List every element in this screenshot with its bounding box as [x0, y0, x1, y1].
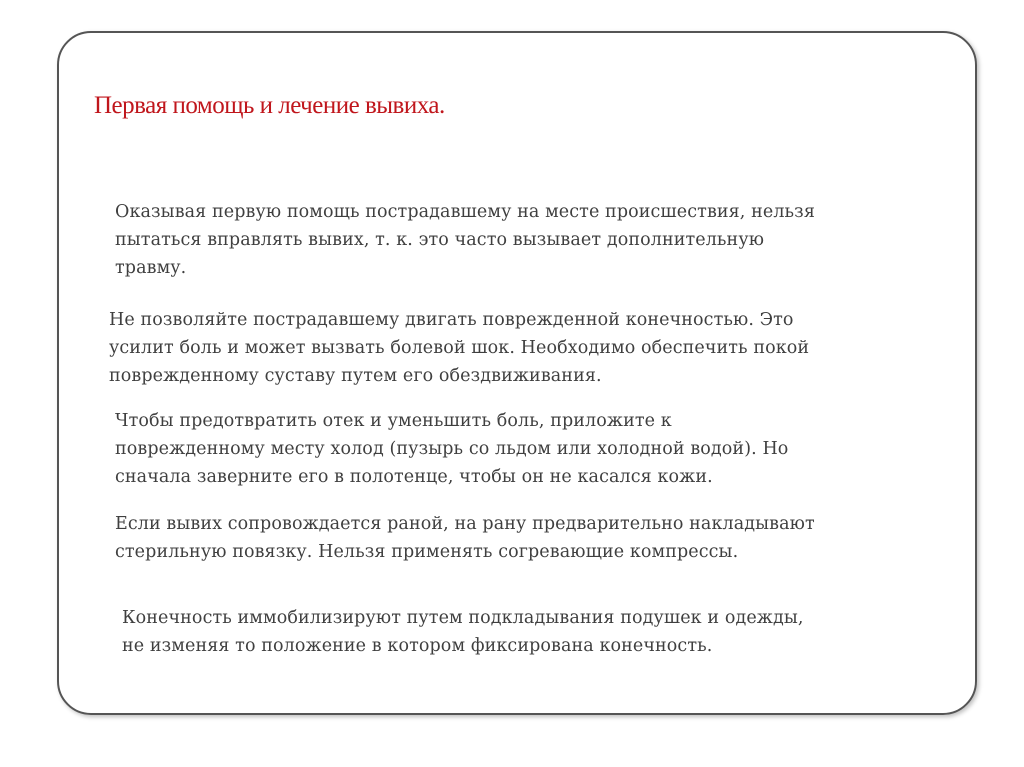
text-line: Чтобы предотвратить отек и уменьшить боль, приложите к [115, 411, 672, 431]
text-line: поврежденному суставу путем его обездвиживания. [109, 366, 602, 386]
text-line: травму. [115, 258, 187, 278]
slide-title: Первая помощь и лечение вывиха. [94, 92, 445, 119]
paragraph-4 [115, 510, 815, 566]
text-line: Если вывих сопровождается раной, на рану предварительно накладывают [115, 514, 815, 534]
text-line: усилит боль и может вызвать болевой шок. Необходимо обеспечить покой [109, 338, 810, 358]
text-line: стерильную повязку. Нельзя применять согревающие компрессы. [115, 542, 739, 562]
text-line: Оказывая первую помощь пострадавшему на месте происшествия, нельзя [115, 202, 815, 222]
paragraph-3 [115, 407, 788, 491]
text-line: пытаться вправлять вывих, т. к. это часто вызывает дополнительную [115, 230, 765, 250]
text-line: Не позволяйте пострадавшему двигать поврежденной конечностью. Это [109, 310, 794, 330]
paragraph-2 [109, 306, 809, 390]
paragraph-1 [115, 198, 815, 282]
text-line: не изменяя то положение в котором фиксирована конечность. [122, 636, 713, 656]
text-line: поврежденному месту холод (пузырь со льдом или холодной водой). Но [115, 439, 789, 459]
paragraph-5 [122, 604, 804, 660]
text-line: сначала заверните его в полотенце, чтобы он не касался кожи. [115, 467, 713, 487]
text-line: Конечность иммобилизируют путем подкладывания подушек и одежды, [122, 608, 804, 628]
